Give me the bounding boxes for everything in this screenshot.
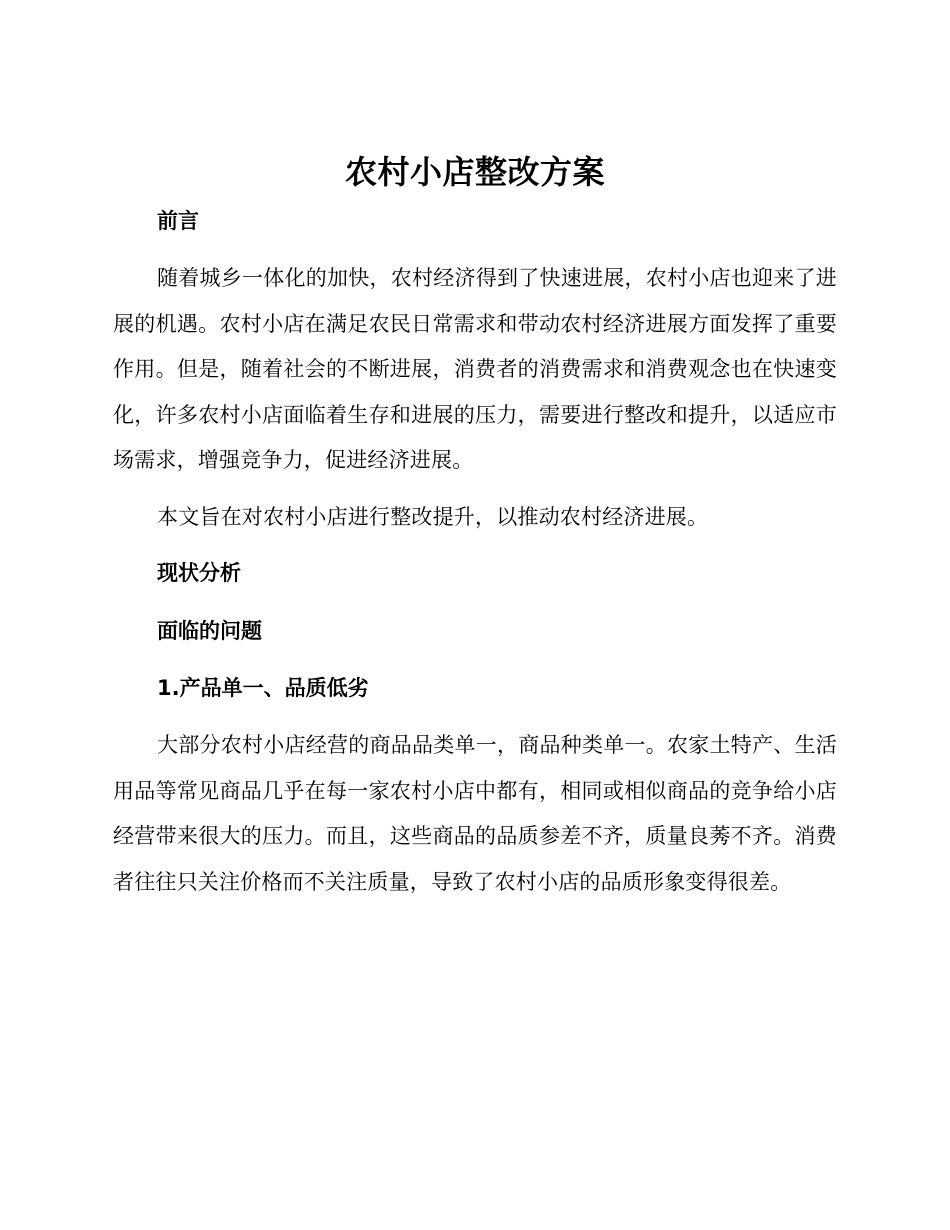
subsection-heading-problem-1: 1.产品单一、品质低劣: [157, 676, 369, 700]
section-heading-problems: 面临的问题: [157, 619, 262, 643]
section-heading-preface: 前言: [157, 209, 199, 233]
preface-paragraph-1: 随着城乡一体化的加快，农村经济得到了快速进展，农村小店也迎来了进展的机遇。农村小店在满足农民日常需求和带动农村经济进展方面发挥了重要作用。但是，随着社会的不断进展，消费者的消费需求和消费观念也在快速变化，许多农村小店面临着生存和进展的压力，需要进行整改和提升，以适应市场需求，增强竞争力，促进经济进展。: [113, 266, 837, 472]
problem-1-paragraph: 大部分农村小店经营的商品品类单一，商品种类单一。农家土特产、生活用品等常见商品几乎在每一家农村小店中都有，相同或相似商品的竞争给小店经营带来很大的压力。而且，这些商品的品质参差不齐，质量良莠不齐。消费者往往只关注价格而不关注质量，导致了农村小店的品质形象变得很差。: [113, 733, 837, 894]
section-heading-analysis: 现状分析: [157, 561, 241, 585]
document-title: 农村小店整改方案: [344, 153, 605, 191]
preface-paragraph-2: 本文旨在对农村小店进行整改提升，以推动农村经济进展。: [157, 505, 709, 529]
